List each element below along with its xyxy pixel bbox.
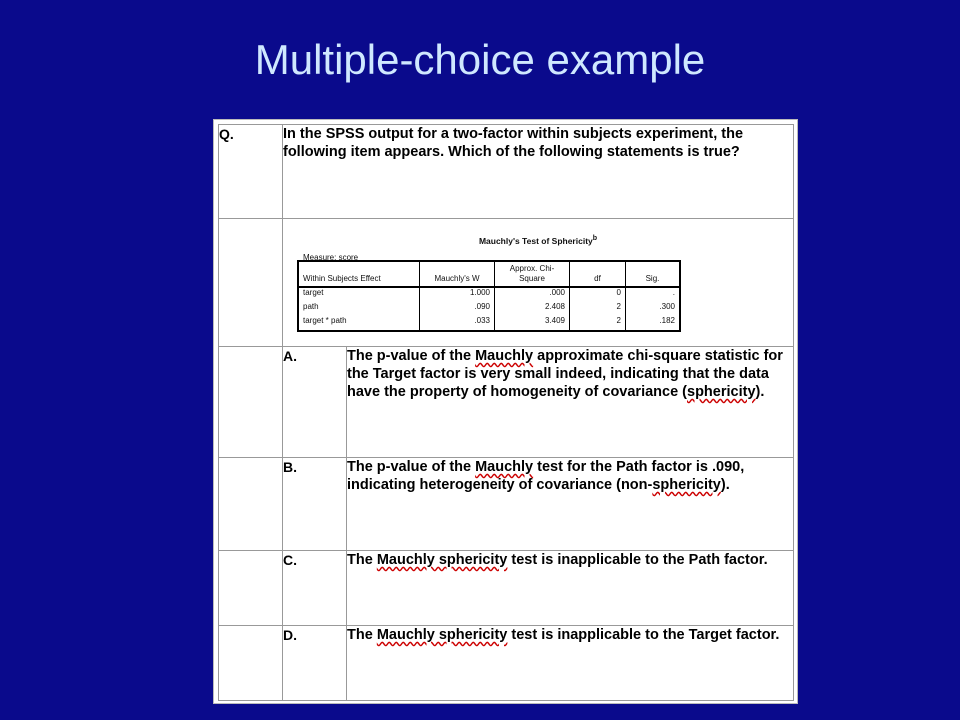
question-table — [218, 124, 794, 701]
option-label: B. — [283, 458, 347, 551]
spss-cell: 2 — [570, 302, 626, 316]
slide-title: Multiple-choice example — [254, 36, 706, 83]
option-text-part: approximate chi-square statistic for the Target factor is very small indeed, indicating that the data have the property of homogeneity of covariance ( — [347, 348, 783, 400]
spss-cell: target * path — [303, 316, 347, 325]
spss-header: Mauchly's W — [420, 261, 495, 287]
spss-cell: target — [303, 288, 324, 297]
spss-row-target-path — [298, 316, 680, 331]
option-spacer — [219, 458, 283, 551]
spss-row-path — [298, 302, 680, 316]
spelling-flag: Mauchly — [475, 459, 534, 475]
spss-header-row — [298, 261, 680, 287]
option-label: A. — [283, 347, 347, 458]
option-text-d — [347, 626, 794, 701]
spss-header: Within Subjects Effect — [298, 261, 420, 287]
question-text: In the SPSS output for a two-factor within subjects experiment, the following item appears. Which of the following statements is true? — [283, 125, 794, 219]
spss-title — [283, 229, 793, 250]
spss-cell: 1.000 — [420, 287, 495, 302]
option-label: D. — [283, 626, 347, 701]
spss-cell: 2.408 — [495, 302, 570, 316]
option-label: C. — [283, 551, 347, 626]
spelling-flag: sphericity — [687, 384, 756, 400]
spss-cell: . — [626, 287, 681, 302]
spss-cell: 0 — [570, 287, 626, 302]
option-spacer — [219, 347, 283, 458]
spss-cell: path — [303, 302, 319, 311]
spss-header: Approx. Chi-Square — [495, 261, 570, 287]
option-row-b — [219, 458, 794, 551]
spss-row-target — [298, 287, 680, 302]
option-text-part: The — [347, 552, 377, 568]
option-row-a — [219, 347, 794, 458]
option-text-part: test is inapplicable to the Target factor. — [507, 627, 780, 643]
option-text-part: test for the Path factor is .090, indicating heterogeneity of covariance (non- — [347, 459, 745, 493]
spelling-flag: Mauchly sphericity — [376, 627, 508, 643]
question-label: Q. — [219, 125, 283, 219]
option-text-c — [347, 551, 794, 626]
option-text-part: The p-value of the — [347, 348, 476, 364]
option-spacer — [219, 626, 283, 701]
spss-cell: .000 — [495, 287, 570, 302]
option-text-a — [347, 347, 794, 458]
spelling-flag: Mauchly — [475, 348, 534, 364]
option-text-part: ). — [755, 384, 765, 400]
option-text-part: ). — [720, 477, 730, 493]
spss-cell: .090 — [420, 302, 495, 316]
question-panel — [214, 120, 797, 703]
spss-cell: .033 — [420, 316, 495, 331]
spss-table — [297, 260, 681, 332]
option-text-part: The p-value of the — [347, 459, 476, 475]
spss-header: Sig. — [626, 261, 681, 287]
option-row-d — [219, 626, 794, 701]
spelling-flag: sphericity — [652, 477, 721, 493]
spelling-flag: Mauchly sphericity — [376, 552, 508, 568]
spss-row — [219, 219, 794, 347]
spss-cell: 3.409 — [495, 316, 570, 331]
spss-cell — [283, 219, 794, 347]
spss-cell: .182 — [626, 316, 681, 331]
option-text-b — [347, 458, 794, 551]
spss-cell: 2 — [570, 316, 626, 331]
question-row — [219, 125, 794, 219]
spss-output — [283, 219, 793, 339]
option-row-c — [219, 551, 794, 626]
spss-measure: Measure: score — [303, 253, 359, 262]
option-text-part: The — [347, 627, 377, 643]
option-spacer — [219, 551, 283, 626]
spss-title-footnote: b — [592, 234, 598, 242]
spss-spacer-cell — [219, 219, 283, 347]
spss-title-text: Mauchly's Test of Sphericity — [478, 235, 593, 246]
spss-cell: .300 — [626, 302, 681, 316]
spss-header: df — [570, 261, 626, 287]
option-text-part: test is inapplicable to the Path factor. — [507, 552, 768, 568]
